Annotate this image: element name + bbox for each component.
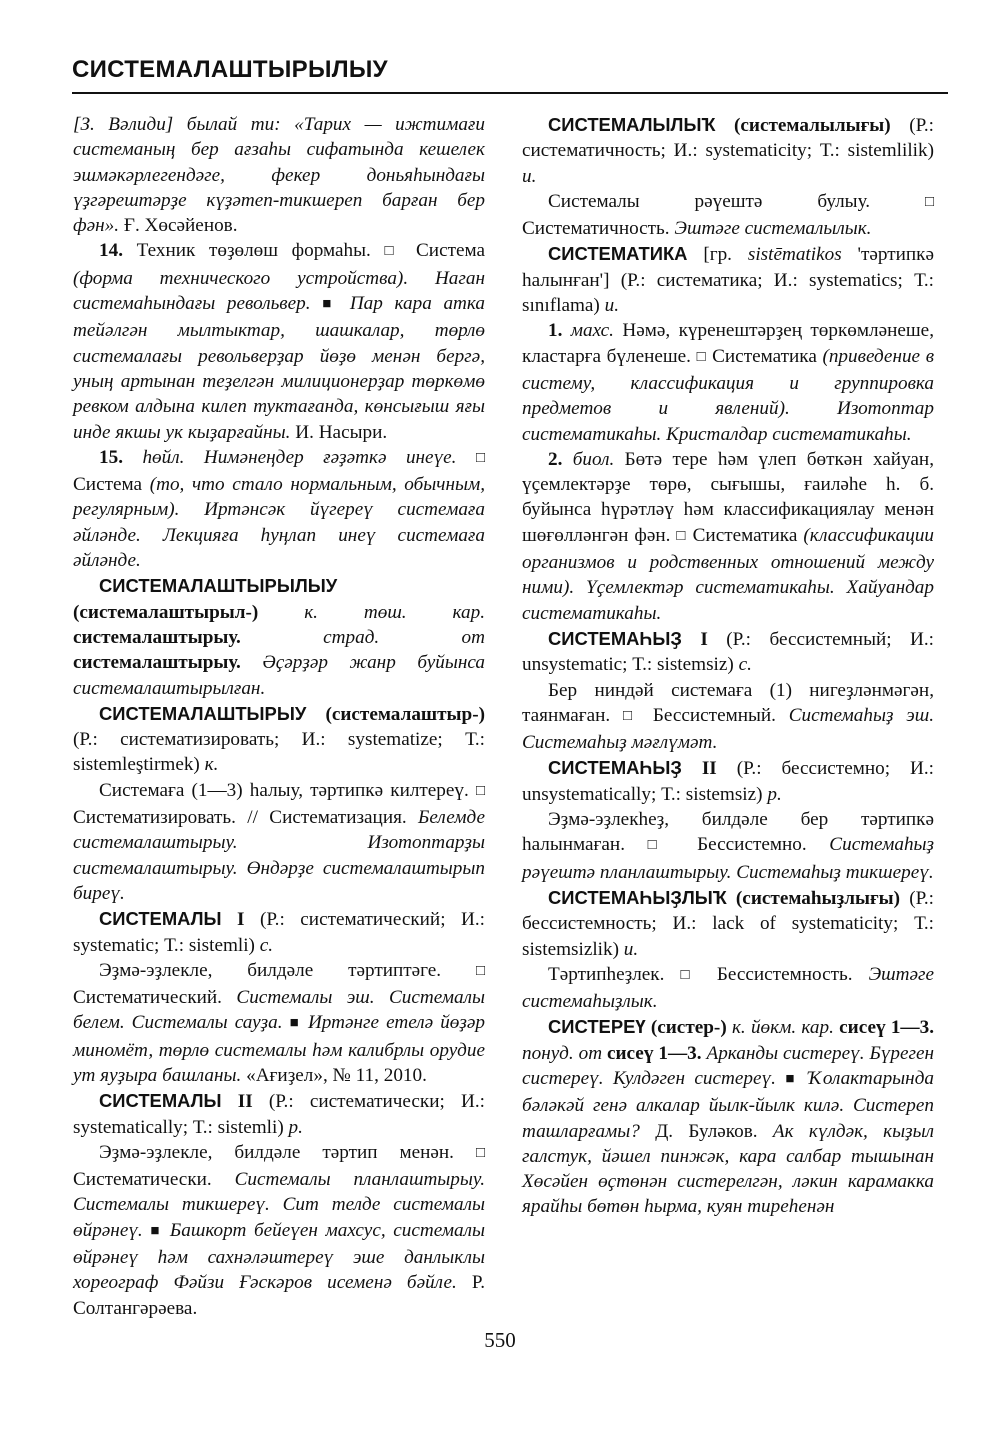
- dictionary-paragraph: [522, 318, 934, 446]
- italic-run: (классификации организмов и родственных отношений между ними). Үҫемлектәр систематикаһы. Хайуандар систематикаһы.: [522, 524, 935, 624]
- translation-marker-box: □: [676, 527, 687, 544]
- text-run: Д. Буләков.: [655, 1120, 773, 1142]
- dictionary-paragraph: [73, 906, 485, 958]
- dictionary-paragraph: [73, 1088, 485, 1140]
- italic-run: Эштәге системалылык.: [674, 218, 872, 240]
- italic-run: Пар кара атка тейәлгән мылтыктар, шашкалар, төрлө системалағы револьверҙар йөҙө менән бергә, уның артынан теҙелгән милиционерҙар төркөмө ревком алдына килеп туктағанда, көнсығыш яғы инде якшы ук кыҙарғайны.: [73, 293, 486, 443]
- dictionary-paragraph: [522, 885, 934, 962]
- text-run: (Р.: систематически; И.: systematically; Т.: sistemli): [73, 1091, 485, 1138]
- dictionary-paragraph: [73, 701, 485, 778]
- dictionary-paragraph: [522, 678, 934, 756]
- italic-run: с.: [259, 934, 274, 956]
- italic-run: (то, что стало нормальным, обычным, регулярным). Иртәнсәк йүгереү системаға әйләнде. Лекцияға һуңлап инеү системаға әйләнде.: [73, 474, 486, 572]
- text-run: [гр.: [687, 244, 748, 266]
- translation-marker-box: □: [475, 782, 485, 799]
- text-run: Эҙмә-эҙлекле, билдәле тәртип менән.: [99, 1141, 476, 1163]
- italic-run: sistēmatikos: [747, 244, 842, 266]
- dictionary-paragraph: [522, 189, 934, 242]
- text-run: Система: [402, 240, 486, 262]
- text-run: Ғ. Хөсәйенов.: [123, 215, 238, 237]
- italic-run: и.: [623, 938, 639, 960]
- italic-run: махс.: [570, 320, 623, 342]
- headword: СИСТЕРЕҮ: [548, 1016, 646, 1038]
- text-run: (Р.: систематичность; И.: systematicity; Т.: sistemlilik): [522, 115, 934, 162]
- headword: СИСТЕМАТИКА: [548, 243, 688, 265]
- italic-run: Арканды систереү. Бүреген систереү. Кулдәген систереү.: [522, 1042, 935, 1089]
- italic-run: понуд. от: [522, 1042, 607, 1064]
- text-run: Систематизировать. // Систематизация.: [73, 807, 419, 829]
- italic-run: (приведение в систему, классификация и группировка предметов и явлений). Изотоптар систематикаһы. Кристалдар систематикаһы.: [522, 345, 935, 445]
- italic-run: Эштәге системаһыҙлык.: [522, 963, 935, 1013]
- headword: СИСТЕМАЛАШТЫРЫУ: [99, 702, 307, 724]
- translation-marker-box: □: [696, 348, 707, 365]
- text-run: Систематика: [706, 345, 823, 367]
- italic-run: Ҡолактарында бәләкәй генә алкалар йылк-йылк килә. Систереп ташларғамы?: [522, 1067, 934, 1142]
- header-rule: [72, 92, 948, 94]
- translation-marker-box: □: [623, 707, 641, 724]
- italic-run: к. төш. кар.: [304, 601, 485, 623]
- text-run: Р. Солтангәрәева.: [73, 1272, 485, 1319]
- bold-run: I: [681, 628, 727, 650]
- dictionary-paragraph: [522, 755, 934, 807]
- bold-run: 1.: [548, 320, 571, 342]
- text-run: Техник төҙөлөш формаһы.: [136, 240, 385, 262]
- example-marker-square: ■: [785, 1070, 800, 1087]
- dictionary-paragraph: [73, 1140, 485, 1321]
- text-run: Бөтә тере һәм үлеп бөткән хайуан, үҫемлектәрҙе төрө, сығышы, ғаиләһе һ. б. буйынса һүрәтләү һәм классификациялау менән шөғөлләнгән фән.: [522, 448, 934, 546]
- text-run: Система: [73, 474, 150, 496]
- bold-run: (системалаштыр-): [306, 703, 485, 725]
- italic-run: р.: [288, 1116, 303, 1138]
- headword: СИСТЕМАЛЫЛЫҠ: [548, 114, 716, 135]
- text-run: (Р.: бессистемность; И.: lack of systematicity; Т.: sistemsizlik): [522, 887, 934, 960]
- example-marker-square: ■: [289, 1015, 301, 1032]
- translation-marker-box: □: [475, 1144, 485, 1161]
- italic-run: Системалы планлаштырыу. Системалы тикшереү. Сит телде системалы өйрәнеү.: [73, 1169, 485, 1241]
- dictionary-paragraph: [73, 573, 485, 700]
- headword: СИСТЕМАҺЫҘ: [548, 627, 682, 649]
- italic-run: Ак күлдәк, кыҙыл галстук, йәшел пинжәк, кара салбар тышынан Хөсәйен өҫтөнән систерелгән, ләкин карамакка ярайһы бөтөн һырма, куян тиреһенән: [522, 1120, 934, 1218]
- italic-run: к. йөкм. кар.: [731, 1017, 840, 1039]
- dictionary-paragraph: [522, 1014, 934, 1219]
- italic-run: [З. Вәлиди] былай ти: «Тарих — ижтимағи системаның бер ағзаһы сифатында кешелек эшмәкәрлегендәге, фекер доньяһындағы үҙгәрештәрҙе күҙәтеп-тикшереп барған бер фән».: [73, 114, 485, 237]
- text-run: Эҙмә-эҙлекһеҙ, билдәле бер тәртипкә һалынмаған.: [522, 809, 934, 856]
- bold-run: 15.: [99, 446, 143, 468]
- bold-run: (системаһыҙлығы): [726, 887, 910, 909]
- text-run: (Р.: бессистемный; И.: unsystematic; Т.: sistemsiz): [522, 628, 934, 676]
- text-run: Тәртипһеҙлек.: [548, 963, 681, 985]
- text-run: (Р.: систематизировать; И.: systematize; Т.: sistemleştirmek): [73, 729, 485, 776]
- bold-run: сисеү 1—3.: [839, 1017, 934, 1039]
- bold-run: (системалаштырыл-): [73, 601, 305, 623]
- text-run: (Р.: систематический; И.: systematic; Т.: sistemli): [73, 909, 486, 956]
- bold-run: системалаштырыу.: [73, 652, 263, 674]
- text-run: Бессистемный.: [640, 704, 789, 726]
- italic-run: һөйл.: [142, 446, 204, 468]
- text-run: Эҙмә-эҙлекле, билдәле тәртиптәге.: [99, 959, 476, 981]
- bold-run: II: [221, 1091, 269, 1113]
- italic-run: Белемде системалаштырыу. Изотоптарҙы системалаштырыу. Өндәрҙе системалаштырып биреү.: [73, 807, 485, 904]
- dictionary-paragraph: [522, 112, 934, 189]
- right-column: [522, 112, 934, 1220]
- bold-run: 2.: [548, 448, 573, 470]
- bold-run: сисеү 1—3.: [606, 1042, 707, 1064]
- translation-marker-box: □: [475, 449, 485, 466]
- italic-run: Башкорт бейеүен махсус, системалы өйрәнеү һәм сахнәләштереү эше данлыклы хореограф Фәйзи Ғәскәров исеменә бәйле.: [73, 1219, 485, 1294]
- text-run: Системалы рәүештә булыу.: [548, 190, 925, 212]
- dictionary-paragraph: [522, 447, 934, 626]
- translation-marker-box: □: [924, 193, 934, 210]
- italic-run: р.: [767, 783, 782, 805]
- translation-marker-box: □: [384, 243, 403, 260]
- page-header-title: СИСТЕМАЛАШТЫРЫЛЫУ: [72, 56, 388, 83]
- italic-run: Системалы эш. Системалы белем. Системалы сауҙа.: [73, 987, 485, 1034]
- italic-run: Нимәнеңдер ғәҙәткә инеүе.: [203, 446, 476, 468]
- text-run: (Р.: бессистемно; И.: unsystematically; Т.: sistemsiz): [522, 758, 934, 805]
- headword: СИСТЕМАҺЫҘ: [548, 757, 682, 779]
- text-run: Бессистемно.: [674, 834, 830, 856]
- dictionary-paragraph: [73, 238, 485, 444]
- text-run: И. Насыри.: [295, 421, 388, 443]
- text-run: Бер ниндәй системаға (1) нигеҙләнмәгән, таянмаған.: [522, 679, 934, 726]
- text-run: Бессистемность.: [700, 963, 869, 985]
- bold-run: II: [681, 758, 737, 780]
- page-number: 550: [484, 1328, 516, 1352]
- text-run: Системаға (1—3) һалыу, тәртипкә килтереү.: [99, 779, 476, 801]
- italic-run: с.: [738, 654, 752, 676]
- headword: СИСТЕМАЛЫ: [99, 908, 222, 930]
- headword: СИСТЕМАЛЫ: [99, 1090, 222, 1112]
- italic-run: к.: [204, 754, 219, 776]
- headword: СИСТЕМАЛАШТЫРЫЛЫУ: [99, 575, 338, 597]
- translation-marker-box: □: [680, 966, 701, 983]
- example-marker-square: ■: [150, 1222, 163, 1239]
- translation-marker-box: □: [647, 837, 675, 854]
- dictionary-paragraph: [522, 626, 934, 678]
- dictionary-paragraph: [522, 241, 934, 318]
- italic-run: Системаһыҙ рәүештә планлаштырыу. Системаһыҙ тикшереү.: [522, 834, 935, 883]
- translation-marker-box: □: [475, 962, 485, 979]
- left-column: [73, 112, 485, 1321]
- dictionary-paragraph: [522, 807, 934, 885]
- dictionary-paragraph: [73, 778, 485, 906]
- bold-run: (системалылығы): [715, 115, 910, 136]
- italic-run: биол.: [572, 448, 625, 470]
- italic-run: Әҫәрҙәр жанр буйынса системалаштырылған.: [73, 652, 485, 699]
- bold-run: (систер-): [645, 1017, 732, 1039]
- text-run: Систематика: [686, 524, 804, 546]
- headword: СИСТЕМАҺЫҘЛЫҠ: [548, 886, 727, 908]
- dictionary-paragraph: [73, 112, 485, 238]
- bold-run: системалаштырыу.: [73, 626, 324, 648]
- italic-run: Системаһыҙ эш. Системаһыҙ мәғлүмәт.: [522, 704, 934, 754]
- dictionary-paragraph: [522, 962, 934, 1015]
- dictionary-paragraph: [73, 958, 485, 1088]
- dictionary-paragraph: [73, 445, 485, 573]
- italic-run: Иртәнге етелә йөҙәр миномёт, төрлө системалы һәм калибрлы орудие ут яуҙыра башланы.: [73, 1012, 485, 1086]
- text-run: Систематический.: [73, 987, 237, 1009]
- italic-run: и.: [522, 165, 537, 187]
- bold-run: I: [221, 909, 261, 931]
- italic-run: (форма технического устройства). Наган системаһындағы револьвер.: [73, 267, 485, 315]
- text-run: Систематичность.: [522, 218, 675, 240]
- bold-run: 14.: [99, 240, 137, 262]
- text-run: Нәмә, күренештәрҙең төркөмләнеше, кластарға бүленеше.: [522, 320, 934, 367]
- italic-run: и.: [604, 295, 619, 317]
- text-run: Систематически.: [73, 1169, 235, 1191]
- text-run: «Ағиҙел», № 11, 2010.: [246, 1064, 427, 1086]
- example-marker-square: ■: [322, 296, 339, 313]
- text-run: 'тәртипкә һалынған'] (Р.: систематика; И.: systematics; Т.: sınıflama): [522, 244, 934, 317]
- italic-run: страд. от: [323, 626, 485, 648]
